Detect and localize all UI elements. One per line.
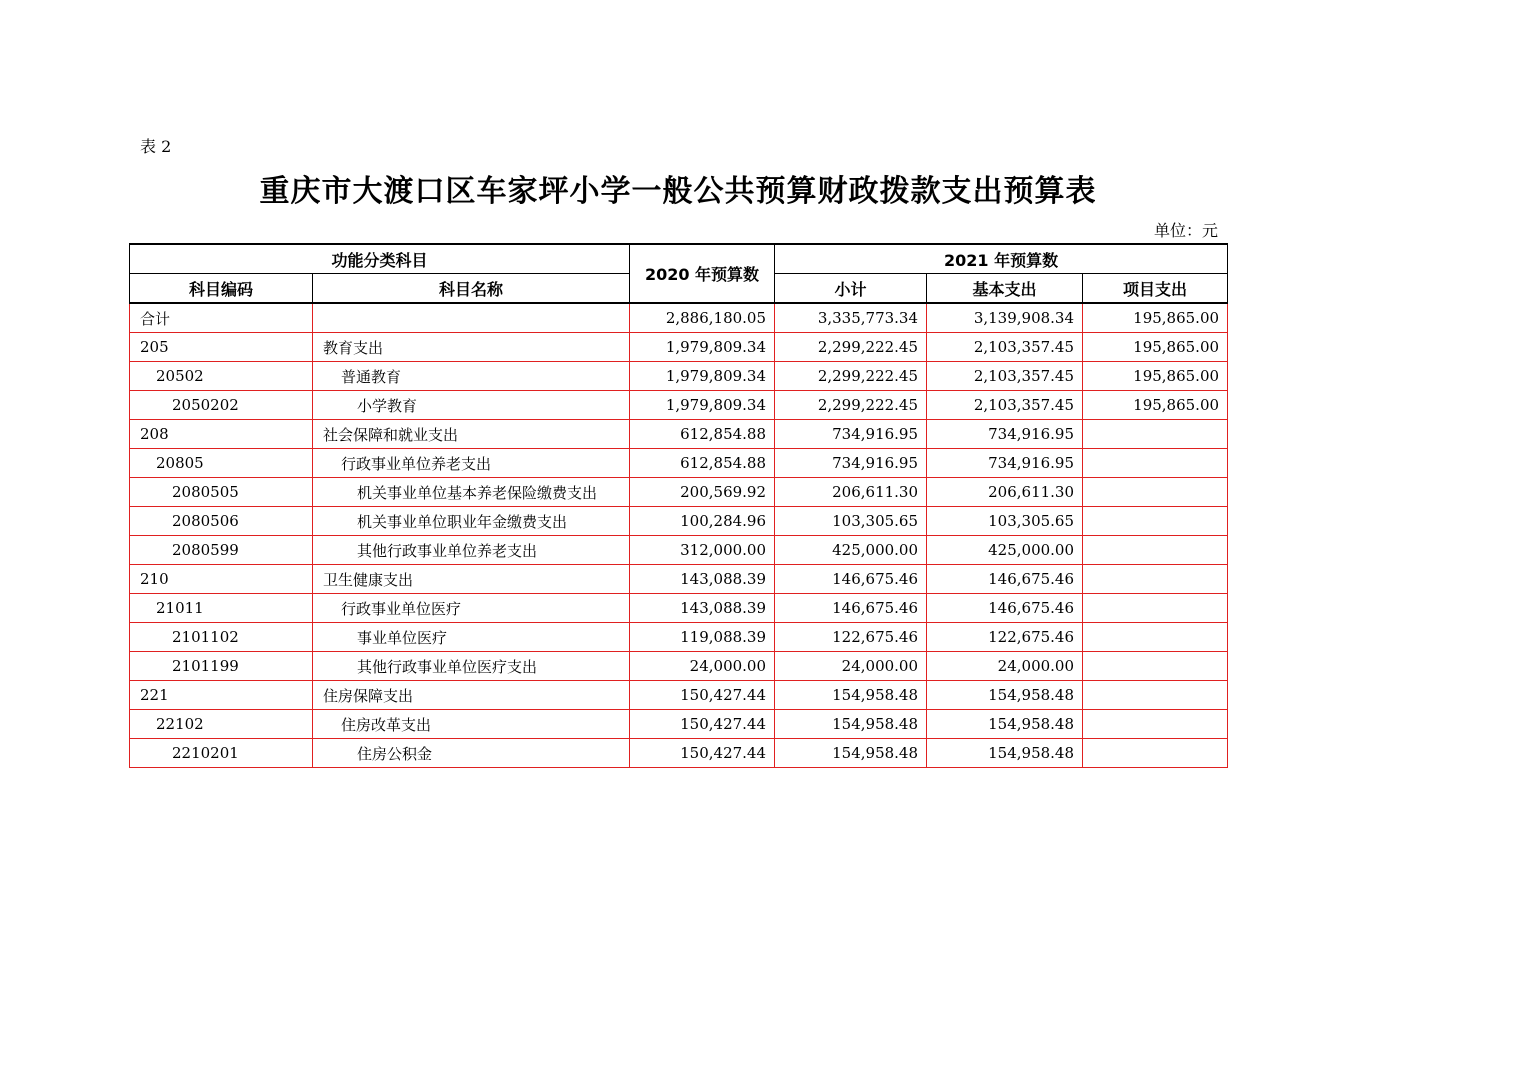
- table-row: [130, 391, 1228, 420]
- cell-project: 195,865.00: [1083, 333, 1228, 362]
- cell-subtotal: 734,916.95: [775, 420, 927, 449]
- cell-basic: 425,000.00: [927, 536, 1083, 565]
- cell-2020-budget: 2,886,180.05: [630, 303, 775, 333]
- cell-2020-budget: 119,088.39: [630, 623, 775, 652]
- cell-name-text: 其他行政事业单位养老支出: [357, 541, 538, 560]
- cell-basic: 734,916.95: [927, 449, 1083, 478]
- cell-basic: 2,103,357.45: [927, 362, 1083, 391]
- table-row: [130, 303, 1228, 333]
- cell-name-text: 住房公积金: [357, 744, 433, 763]
- cell-subtotal: 154,958.48: [775, 710, 927, 739]
- cell-code-text: 2210201: [172, 744, 239, 762]
- cell-basic: 146,675.46: [927, 565, 1083, 594]
- cell-subtotal: 24,000.00: [775, 652, 927, 681]
- cell-code-text: 2050202: [172, 396, 239, 414]
- cell-name-text: 其他行政事业单位医疗支出: [357, 657, 538, 676]
- cell-basic: 146,675.46: [927, 594, 1083, 623]
- cell-subtotal: 3,335,773.34: [775, 303, 927, 333]
- cell-2020-budget: 150,427.44: [630, 739, 775, 768]
- cell-name: [313, 303, 630, 333]
- cell-code: [130, 362, 313, 391]
- cell-name-text: 普通教育: [341, 367, 402, 386]
- cell-basic: 206,611.30: [927, 478, 1083, 507]
- cell-basic: 2,103,357.45: [927, 391, 1083, 420]
- cell-code: [130, 623, 313, 652]
- cell-code-text: 20805: [156, 454, 204, 472]
- cell-name: [313, 449, 630, 478]
- cell-basic: 24,000.00: [927, 652, 1083, 681]
- page-title: 重庆市大渡口区车家坪小学一般公共预算财政拨款支出预算表: [259, 174, 1097, 209]
- cell-code-text: 2101199: [172, 657, 239, 675]
- cell-project: [1083, 652, 1228, 681]
- table-row: [130, 536, 1228, 565]
- cell-basic: 103,305.65: [927, 507, 1083, 536]
- table-row: [130, 739, 1228, 768]
- cell-subtotal: 206,611.30: [775, 478, 927, 507]
- cell-subtotal: 154,958.48: [775, 739, 927, 768]
- cell-subtotal: 122,675.46: [775, 623, 927, 652]
- cell-basic: 3,139,908.34: [927, 303, 1083, 333]
- cell-name: [313, 391, 630, 420]
- table-row: [130, 594, 1228, 623]
- cell-2020-budget: 150,427.44: [630, 710, 775, 739]
- cell-name-text: 行政事业单位养老支出: [341, 454, 492, 473]
- cell-name-text: 卫生健康支出: [323, 570, 414, 589]
- table-row: [130, 333, 1228, 362]
- cell-2020-budget: 1,979,809.34: [630, 362, 775, 391]
- cell-name-text: 行政事业单位医疗: [341, 599, 462, 618]
- cell-2020-budget: 150,427.44: [630, 681, 775, 710]
- cell-2020-budget: 200,569.92: [630, 478, 775, 507]
- cell-code: [130, 536, 313, 565]
- cell-name: [313, 420, 630, 449]
- cell-code-text: 2080599: [172, 541, 239, 559]
- cell-2020-budget: 100,284.96: [630, 507, 775, 536]
- header-project: 项目支出: [1083, 274, 1228, 304]
- cell-code: [130, 681, 313, 710]
- cell-name: [313, 478, 630, 507]
- cell-project: 195,865.00: [1083, 303, 1228, 333]
- header-2020-budget: 2020 年预算数: [630, 244, 775, 303]
- cell-project: 195,865.00: [1083, 391, 1228, 420]
- cell-name-text: 小学教育: [357, 396, 418, 415]
- cell-name-text: 教育支出: [323, 338, 384, 357]
- cell-code-text: 2080506: [172, 512, 239, 530]
- cell-name: [313, 333, 630, 362]
- cell-project: [1083, 739, 1228, 768]
- cell-code: [130, 303, 313, 333]
- cell-name: [313, 594, 630, 623]
- cell-subtotal: 146,675.46: [775, 565, 927, 594]
- cell-code-text: 208: [140, 425, 169, 443]
- table-row: [130, 681, 1228, 710]
- cell-project: [1083, 681, 1228, 710]
- cell-name: [313, 507, 630, 536]
- cell-code-text: 合计: [140, 309, 171, 328]
- header-functional-group: 功能分类科目: [130, 244, 630, 274]
- cell-subtotal: 2,299,222.45: [775, 362, 927, 391]
- cell-project: [1083, 710, 1228, 739]
- table-label: 表 2: [140, 137, 172, 156]
- cell-name-text: 机关事业单位职业年金缴费支出: [357, 512, 568, 531]
- cell-code-text: 210: [140, 570, 169, 588]
- cell-project: 195,865.00: [1083, 362, 1228, 391]
- cell-name-text: 住房保障支出: [323, 686, 414, 705]
- budget-table: [129, 243, 1228, 768]
- cell-code-text: 2101102: [172, 628, 239, 646]
- cell-project: [1083, 536, 1228, 565]
- cell-2020-budget: 1,979,809.34: [630, 333, 775, 362]
- cell-2020-budget: 143,088.39: [630, 565, 775, 594]
- cell-project: [1083, 623, 1228, 652]
- cell-basic: 154,958.48: [927, 681, 1083, 710]
- table-row: [130, 362, 1228, 391]
- table-row: [130, 478, 1228, 507]
- cell-name-text: 事业单位医疗: [357, 628, 448, 647]
- unit-label: 单位：元: [1153, 221, 1218, 240]
- cell-code: [130, 507, 313, 536]
- table-row: [130, 710, 1228, 739]
- cell-code-text: 205: [140, 338, 169, 356]
- cell-name: [313, 710, 630, 739]
- cell-basic: 122,675.46: [927, 623, 1083, 652]
- header-name: 科目名称: [313, 274, 630, 304]
- cell-2020-budget: 612,854.88: [630, 420, 775, 449]
- cell-subtotal: 2,299,222.45: [775, 391, 927, 420]
- cell-subtotal: 734,916.95: [775, 449, 927, 478]
- cell-project: [1083, 594, 1228, 623]
- cell-2020-budget: 24,000.00: [630, 652, 775, 681]
- cell-code-text: 21011: [156, 599, 204, 617]
- cell-name-text: 社会保障和就业支出: [323, 425, 459, 444]
- cell-project: [1083, 449, 1228, 478]
- header-code: 科目编码: [130, 274, 313, 304]
- cell-2020-budget: 612,854.88: [630, 449, 775, 478]
- cell-code: [130, 420, 313, 449]
- cell-basic: 154,958.48: [927, 739, 1083, 768]
- cell-subtotal: 103,305.65: [775, 507, 927, 536]
- cell-code: [130, 565, 313, 594]
- cell-code: [130, 594, 313, 623]
- cell-subtotal: 146,675.46: [775, 594, 927, 623]
- header-subtotal: 小计: [775, 274, 927, 304]
- table-row: [130, 565, 1228, 594]
- cell-basic: 154,958.48: [927, 710, 1083, 739]
- table-row: [130, 652, 1228, 681]
- table-row: [130, 507, 1228, 536]
- cell-2020-budget: 143,088.39: [630, 594, 775, 623]
- cell-code-text: 221: [140, 686, 169, 704]
- cell-name: [313, 623, 630, 652]
- cell-name: [313, 739, 630, 768]
- cell-subtotal: 154,958.48: [775, 681, 927, 710]
- cell-code: [130, 478, 313, 507]
- cell-subtotal: 425,000.00: [775, 536, 927, 565]
- cell-basic: 734,916.95: [927, 420, 1083, 449]
- cell-code-text: 2080505: [172, 483, 239, 501]
- cell-project: [1083, 420, 1228, 449]
- header-basic: 基本支出: [927, 274, 1083, 304]
- table-row: [130, 449, 1228, 478]
- cell-name-text: 住房改革支出: [341, 715, 432, 734]
- table-row: [130, 420, 1228, 449]
- table-body: [130, 303, 1228, 768]
- cell-name: [313, 536, 630, 565]
- cell-code-text: 20502: [156, 367, 204, 385]
- cell-code: [130, 449, 313, 478]
- table-header: [130, 244, 1228, 303]
- cell-code: [130, 739, 313, 768]
- cell-2020-budget: 1,979,809.34: [630, 391, 775, 420]
- cell-name: [313, 652, 630, 681]
- cell-code: [130, 652, 313, 681]
- cell-code-text: 22102: [156, 715, 204, 733]
- cell-basic: 2,103,357.45: [927, 333, 1083, 362]
- cell-subtotal: 2,299,222.45: [775, 333, 927, 362]
- cell-code: [130, 710, 313, 739]
- cell-name: [313, 565, 630, 594]
- cell-2020-budget: 312,000.00: [630, 536, 775, 565]
- cell-code: [130, 391, 313, 420]
- table-row: [130, 623, 1228, 652]
- cell-name: [313, 681, 630, 710]
- cell-name-text: 机关事业单位基本养老保险缴费支出: [357, 483, 598, 502]
- cell-project: [1083, 565, 1228, 594]
- cell-project: [1083, 478, 1228, 507]
- header-2021-group: 2021 年预算数: [775, 244, 1228, 274]
- cell-project: [1083, 507, 1228, 536]
- cell-name: [313, 362, 630, 391]
- cell-code: [130, 333, 313, 362]
